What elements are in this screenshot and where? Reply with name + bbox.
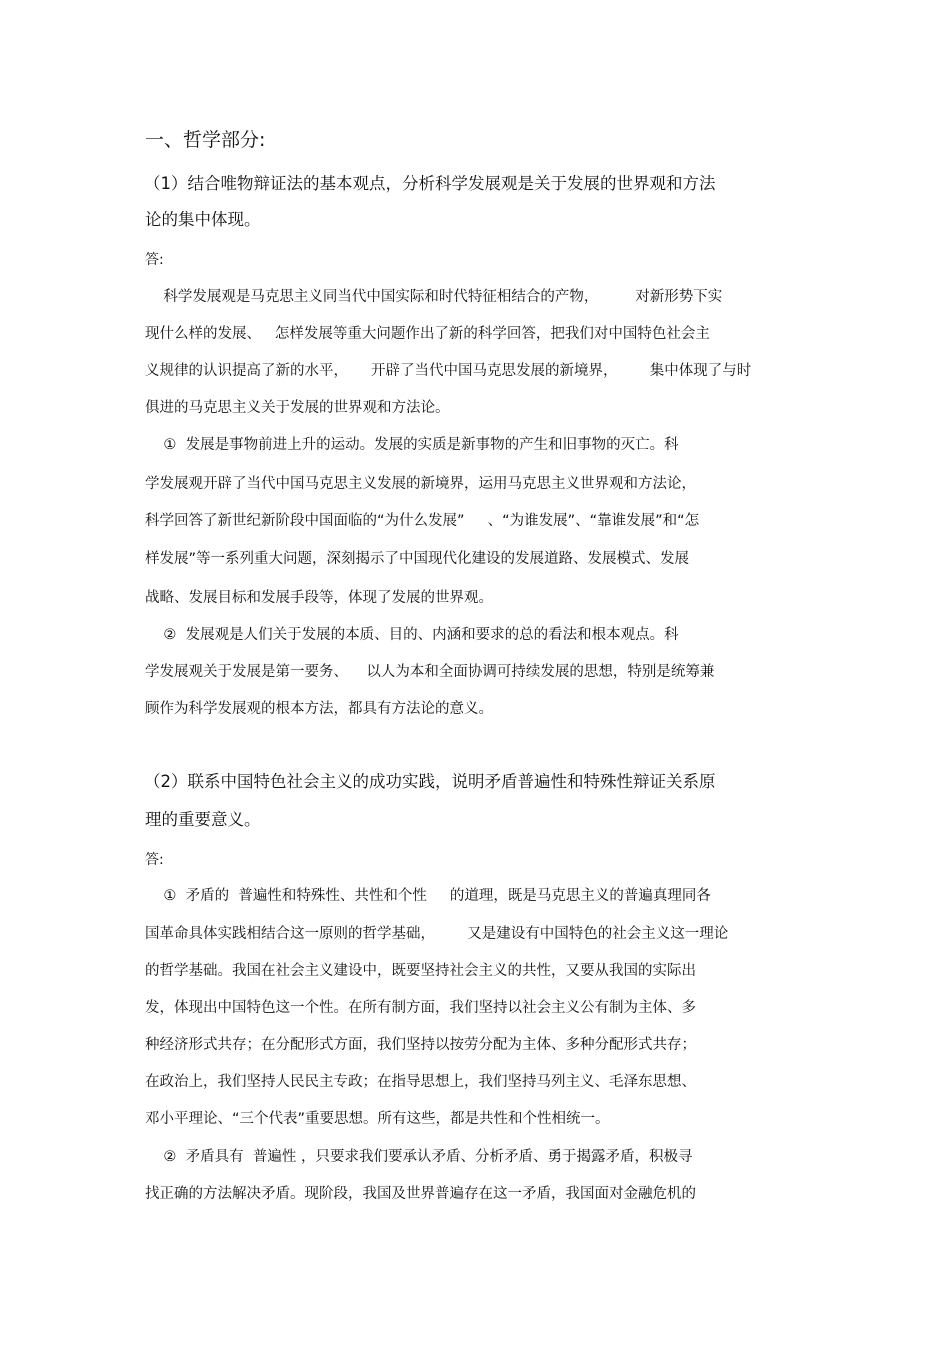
question-2-line-2: 理的重要意义。 <box>145 810 261 829</box>
paragraph-line: 顾作为科学发展观的根本方法，都具有方法论的意义。 <box>145 701 493 717</box>
paragraph-line: 在政治上，我们坚持人民民主专政；在指导思想上，我们坚持马列主义、毛泽东思想、 <box>145 1074 696 1090</box>
paragraph-line: 现什么样的发展、 怎样发展等重大问题作出了新的科学回答，把我们对中国特色社会主 <box>145 326 710 342</box>
paragraph-line: 学发展观开辟了当代中国马克思主义发展的新境界，运用马克思主义世界观和方法论， <box>145 476 696 492</box>
paragraph-line: 的哲学基础。我国在社会主义建设中，既要坚持社会主义的共性，又要从我国的实际出 <box>145 963 696 979</box>
paragraph-line: 义规律的认识提高了新的水平， 开辟了当代中国马克思发展的新境界， 集中体现了与时 <box>145 363 752 379</box>
paragraph-line: ② 矛盾具有 普遍性 ，只要求我们要承认矛盾、分析矛盾、勇于揭露矛盾，积极寻 <box>145 1149 693 1165</box>
paragraph-line: 科学回答了新世纪新阶段中国面临的“为什么发展” 、“为谁发展”、“靠谁发展”和“怎 <box>145 513 700 529</box>
paragraph-line: 学发展观关于发展是第一要务、 以人为本和全面协调可持续发展的思想，特别是统筹兼 <box>145 664 715 680</box>
question-2-line-1: （2）联系中国特色社会主义的成功实践，说明矛盾普遍性和特殊性辩证关系原 <box>144 772 716 791</box>
paragraph-line: ② 发展观是人们关于发展的本质、目的、内涵和要求的总的看法和根本观点。科 <box>145 627 679 643</box>
paragraph-line: 发，体现出中国特色这一个性。在所有制方面，我们坚持以社会主义公有制为主体、多 <box>145 1000 696 1016</box>
paragraph-line: 战略、发展目标和发展手段等，体现了发展的世界观。 <box>145 590 493 606</box>
paragraph-line: 种经济形式共存；在分配形式方面，我们坚持以按劳分配为主体、多种分配形式共存； <box>145 1037 696 1053</box>
section-heading: 一、哲学部分: <box>145 129 266 151</box>
paragraph-line: ① 发展是事物前进上升的运动。发展的实质是新事物的产生和旧事物的灭亡。科 <box>145 437 679 453</box>
paragraph-line: 科学发展观是马克思主义同当代中国实际和时代特征相结合的产物， 对新形势下实 <box>145 289 723 305</box>
question-1-line-1: （1）结合唯物辩证法的基本观点，分析科学发展观是关于发展的世界观和方法 <box>144 174 716 193</box>
paragraph-line: 邓小平理论、“三个代表”重要思想。所有这些，都是共性和个性相统一。 <box>145 1111 610 1127</box>
paragraph-line: 国革命具体实践相结合这一原则的哲学基础， 又是建设有中国特色的社会主义这一理论 <box>145 926 729 942</box>
answer-label: 答: <box>145 852 164 868</box>
answer-label: 答: <box>145 252 164 268</box>
paragraph-line: 样发展”等一系列重大问题，深刻揭示了中国现代化建设的发展道路、发展模式、发展 <box>145 551 690 567</box>
paragraph-line: 找正确的方法解决矛盾。现阶段，我国及世界普遍存在这一矛盾，我国面对金融危机的 <box>145 1186 696 1202</box>
question-1-line-2: 论的集中体现。 <box>145 210 261 229</box>
paragraph-line: ① 矛盾的 普遍性和特殊性、共性和个性 的道理，既是马克思主义的普遍真理同各 <box>145 888 711 904</box>
paragraph-line: 俱进的马克思主义关于发展的世界观和方法论。 <box>145 400 450 416</box>
